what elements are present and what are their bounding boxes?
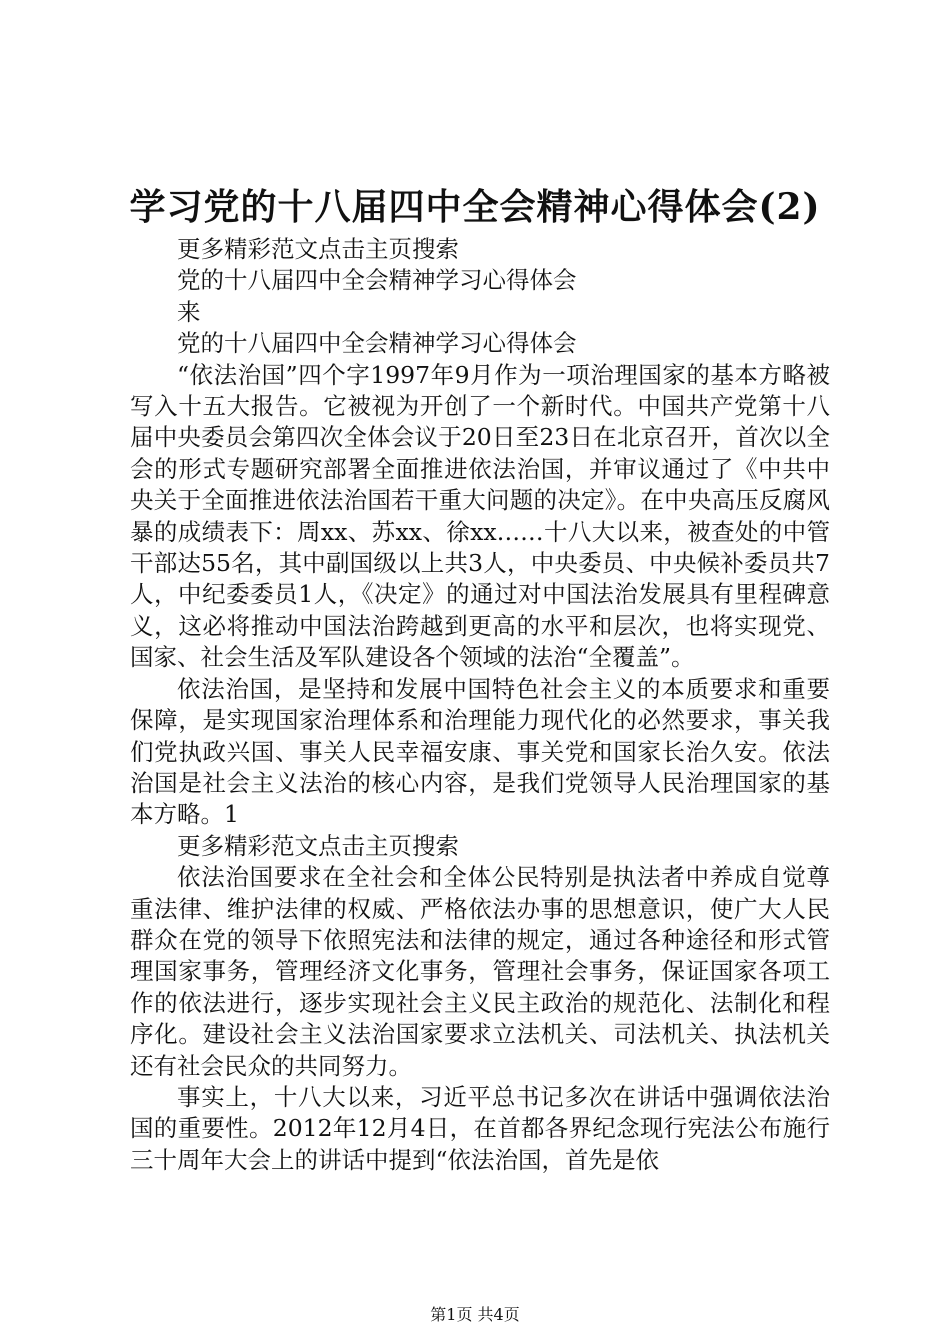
paragraph-intro: “依法治国”四个字1997年9月作为一项治理国家的基本方略被写入十五大报告。它被视为开创了一个新时代。中国共产党第十八届中央委员会第四次全体会议于20日至23日在北京召开，首次以全会的形式专题研究部署全面推进依法治国，并审议通过了《中共中央关于全面推进依法治国若干重大问题的决定》。在中央高压反腐风暴的成绩表下：周xx、苏xx、徐xx……十八大以来，被查处的中管干部达55名，其中副国级以上共3人，中央委员、中央候补委员共7人，中纪委委员1人，《决定》的通过对中国法治发展具有里程碑意义，这必将推动中国法治跨越到更高的水平和层次，也将实现党、国家、社会生活及军队建设各个领域的法治“全覆盖”。	[130, 360, 830, 672]
paragraph-requirements: 依法治国要求在全社会和全体公民特别是执法者中养成自觉尊重法律、维护法律的权威、严格依法办事的思想意识，使广大人民群众在党的领导下依照宪法和法律的规定，通过各种途径和形式管理国家事务，管理经济文化事务，管理社会事务，保证国家各项工作的依法进行，逐步实现社会主义民主政治的规范化、法制化和程序化。建设社会主义法治国家要求立法机关、司法机关、执法机关还有社会民众的共同努力。	[130, 863, 830, 1080]
document-body	[130, 234, 830, 1176]
promo-line[interactable]: 更多精彩范文点击主页搜索	[177, 235, 459, 263]
subtitle-line: 党的十八届四中全会精神学习心得体会	[177, 266, 577, 295]
document-title: 学习党的十八届四中全会精神心得体会(2)	[129, 186, 821, 228]
paragraph-rule-of-law: 依法治国，是坚持和发展中国特色社会主义的本质要求和重要保障，是实现国家治理体系和治理能力现代化的必然要求，事关我们党执政兴国、事关人民幸福安康、事关党和国家长治久安。依法治国是社会主义法治的核心内容，是我们党领导人民治理国家的基本方略。1	[130, 674, 830, 829]
page-footer: 第1页 共4页	[430, 1305, 520, 1324]
subtitle-line-repeat: 党的十八届四中全会精神学习心得体会	[177, 329, 577, 358]
source-line: 来	[177, 297, 201, 326]
promo-line-repeat[interactable]: 更多精彩范文点击主页搜索	[177, 831, 459, 860]
paragraph-speech: 事实上，十八大以来，习近平总书记多次在讲话中强调依法治国的重要性。2012年12月4日，在首都各界纪念现行宪法公布施行三十周年大会上的讲话中提到“依法治国，首先是依	[130, 1082, 830, 1174]
